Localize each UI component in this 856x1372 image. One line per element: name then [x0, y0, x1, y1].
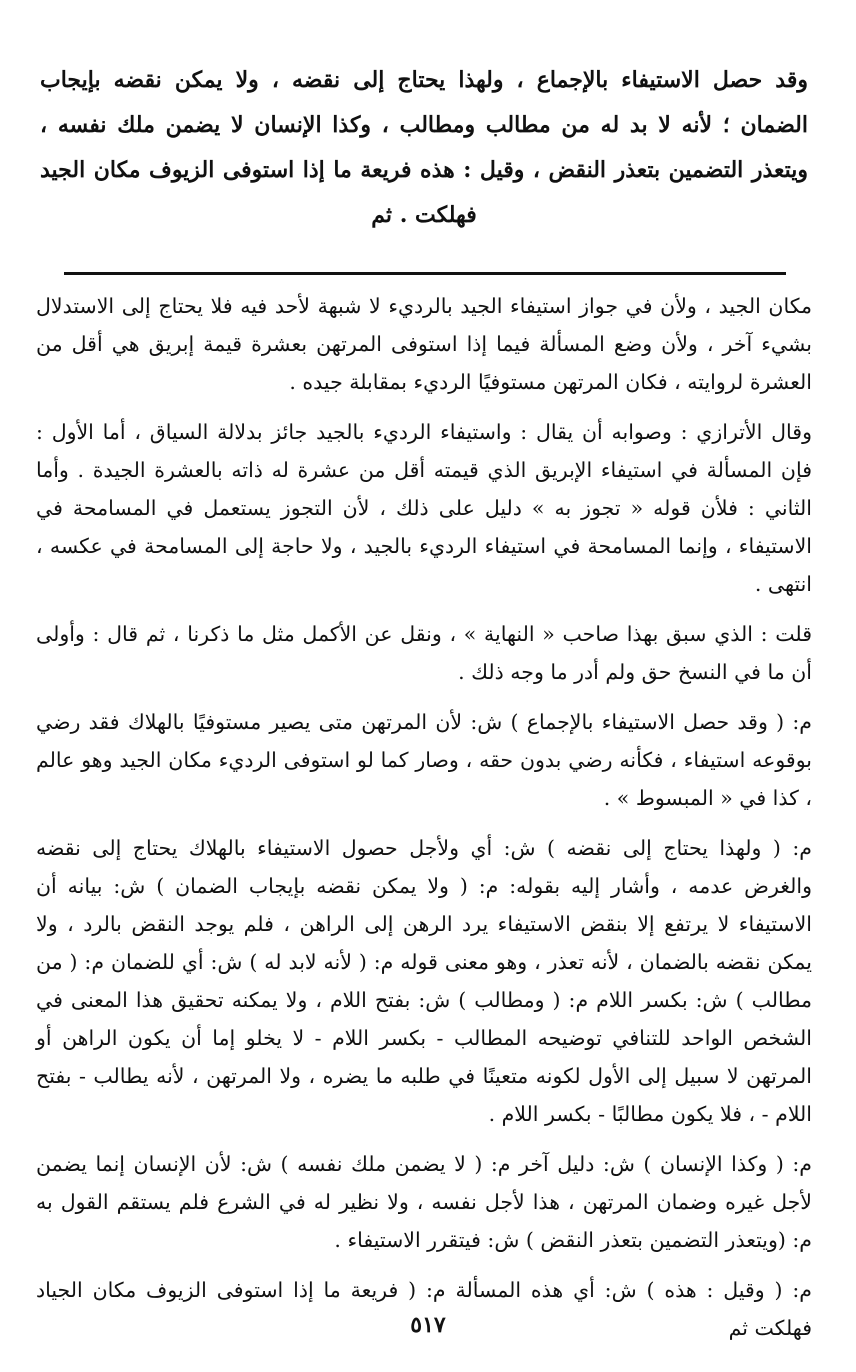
- commentary-paragraph-3: قلت : الذي سبق بهذا صاحب « النهاية » ، ونقل عن الأكمل مثل ما ذكرنا ، ثم قال : وأولى أن ما في النسخ حق ولم أدر ما وجه ذلك .: [36, 622, 812, 684]
- commentary-section: [36, 287, 812, 1347]
- commentary-paragraph-7: م: ( وقيل : هذه ) ش: أي هذه المسألة م: ( فريعة ما إذا استوفى الزيوف مكان الجياد فهلكت ثم: [36, 1278, 812, 1340]
- separator-rule: [64, 272, 786, 275]
- commentary-paragraph-6: م: ( وكذا الإنسان ) ش: دليل آخر م: ( لا يضمن ملك نفسه ) ش: لأن الإنسان إنما يضمن لأجل غيره وضمان المرتهن ، هذا لأجل نفسه ، ولا نظير له في الشرع فلم يستقم القول به م: (ويتعذر التضمين بتعذر النقض ) ش: فيتقرر الاستيفاء .: [36, 1152, 812, 1252]
- commentary-paragraph-1: مكان الجيد ، ولأن في جواز استيفاء الجيد بالرديء لا شبهة لأحد فيه فلا يحتاج إلى الاستدلال بشيء آخر ، ولأن وضع المسألة فيما إذا استوفى المرتهن بعشرة قيمة إبريق هي أقل من العشرة لروايته ، فكان المرتهن مستوفيًا الرديء بمقابلة جيده .: [36, 294, 812, 394]
- commentary-paragraph-5: م: ( ولهذا يحتاج إلى نقضه ) ش: أي ولأجل حصول الاستيفاء بالهلاك يحتاج إلى نقضه والغرض عدمه ، وأشار إليه بقوله: م: ( ولا يمكن نقضه بإيجاب الضمان ) ش: بيانه أن الاستيفاء لا يرتفع إلا بنقض الاستيفاء يرد الرهن إلى الراهن ، فلم يوجد النقض بالرد ، ولا يمكن نقضه بالضمان ، لأنه تعذر ، وهو معنى قوله م: ( لأنه لابد له ) ش: أي للضمان م: ( من مطالب ) ش: بكسر اللام م: ( ومطالب ) ش: بفتح اللام ، ولا يمكنه تحقيق هذا المعنى في الشخص الواحد للتنافي توضيحه المطالب - بكسر اللام - لا يخلو إما أن يكون الراهن أو المرتهن لا سبيل إلى الأول لكونه متعينًا في طلبه ما يضره ، ولا المرتهن ، لأنه يطالب - بفتح اللام - ، فلا يكون مطالبًا - بكسر اللام .: [36, 836, 812, 1126]
- page-number: ٥١٧: [410, 1312, 446, 1338]
- commentary-paragraph-4: م: ( وقد حصل الاستيفاء بالإجماع ) ش: لأن المرتهن متى يصير مستوفيًا بالهلاك فقد رضي بوقوعه استيفاء ، فكأنه رضي بدون حقه ، وصار كما لو استوفى الرديء مكان الجيد وهو عالم ، كذا في « المبسوط » .: [36, 710, 812, 810]
- main-text: وقد حصل الاستيفاء بالإجماع ، ولهذا يحتاج إلى نقضه ، ولا يمكن نقضه بإيجاب الضمان ؛ لأنه لا بد له من مطالب ومطالب ، وكذا الإنسان لا يضمن ملك نفسه ، ويتعذر التضمين بتعذر النقض ، وقيل : هذه فريعة ما إذا استوفى الزيوف مكان الجيد فهلكت . ثم: [40, 67, 808, 228]
- commentary-paragraph-2: وقال الأترازي : وصوابه أن يقال : واستيفاء الرديء بالجيد جائز بدلالة السياق ، أما الأول : فإن المسألة في استيفاء الإبريق الذي قيمته أقل من عشرة له ذاته بالعشرة الجيدة . وأما الثاني : فلأن قوله « تجوز به » دليل على ذلك ، لأن التجوز يستعمل في المسامحة في الاستيفاء ، وإنما المسامحة في استيفاء الرديء بالجيد ، ولا حاجة إلى المسامحة في عكسه ، انتهى .: [36, 420, 812, 596]
